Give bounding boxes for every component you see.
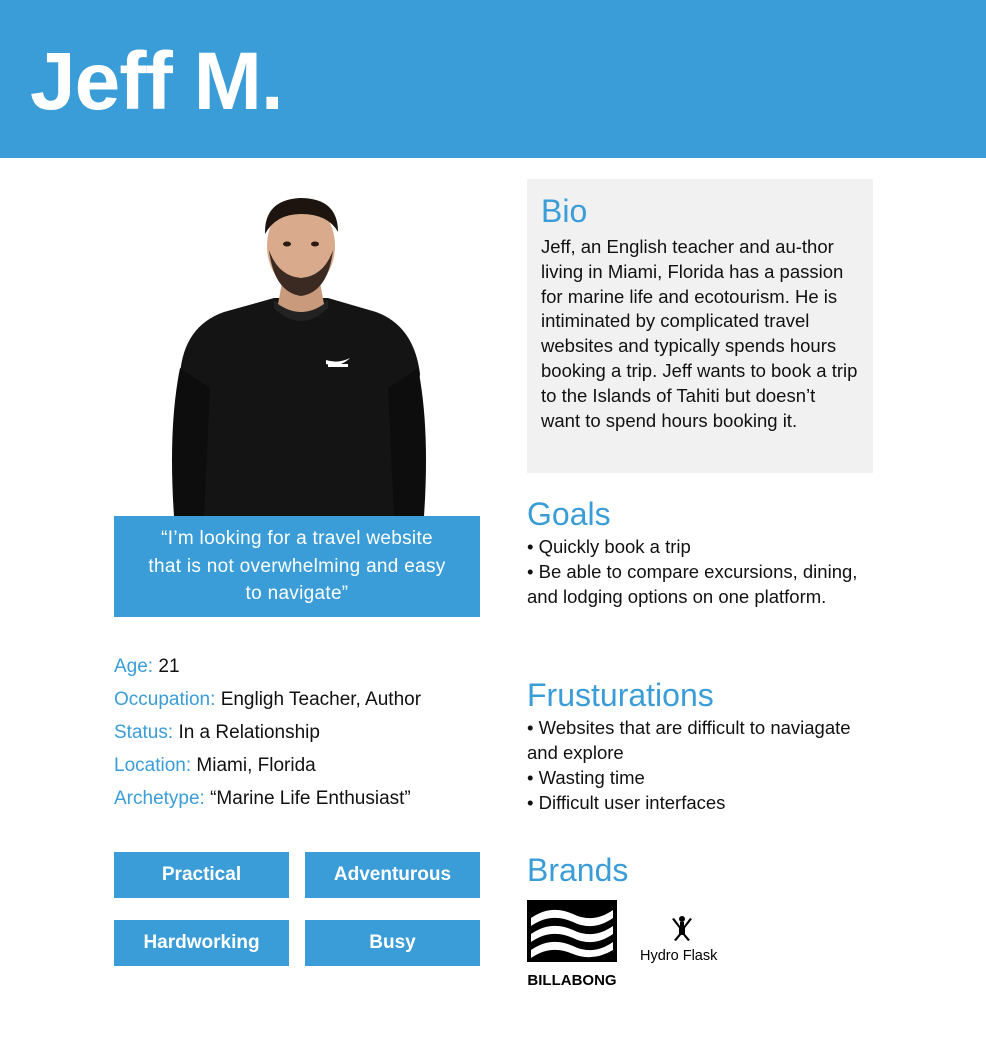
frustrations-section [527,675,867,815]
fact-value: 21 [158,656,180,677]
fact-value: In a Relationship [178,722,320,743]
persona-facts [114,650,494,815]
persona-photo [114,188,480,516]
goals-section [527,494,867,609]
fact-age [114,650,494,683]
brands-section [527,850,867,890]
frustration-item: • Difficult user interfaces [527,792,726,813]
trait-tag-practical: Practical [114,852,289,898]
quote-text: “I’m looking for a travel website that is not overwhelming and easy to navigate” [148,528,446,605]
fact-status [114,716,494,749]
persona-quote [114,516,480,617]
hydro-flask-logo-icon [636,914,732,970]
fact-label: Occupation: [114,689,216,710]
frustration-item: • Websites that are difficult to naviagate and explore [527,717,851,763]
hydro-flask-label: Hydro Flask [640,948,718,964]
fact-location [114,749,494,782]
fact-value: Miami, Florida [196,755,316,776]
brands-title: Brands [527,852,629,888]
frustrations-title: Frusturations [527,677,714,713]
billabong-wave-logo-icon [527,900,619,990]
fact-label: Age: [114,656,154,677]
billabong-label: BILLABONG [527,972,617,989]
fact-value: “Marine Life Enthusiast” [210,788,411,809]
frustration-item: • Wasting time [527,767,645,788]
persona-name: Jeff M. [30,36,283,127]
fact-value: Engligh Teacher, Author [220,689,422,710]
fact-label: Archetype: [114,788,205,809]
bio-title: Bio [541,193,588,229]
trait-tag-busy: Busy [305,920,480,966]
header-banner [0,0,986,158]
trait-tag-hardworking: Hardworking [114,920,289,966]
trait-tag-adventurous: Adventurous [305,852,480,898]
fact-label: Location: [114,755,192,776]
goal-item: • Quickly book a trip [527,536,691,557]
goal-item: • Be able to compare excursions, dining, and lodging options on one platform. [527,561,858,607]
bio-panel [527,179,873,473]
fact-label: Status: [114,722,174,743]
goals-title: Goals [527,496,611,532]
bio-text: Jeff, an English teacher and au-thor living in Miami, Florida has a passion for marine life and ecotourism. He is intiminated by complicated travel websites and typically spends hours booking a trip. Jeff wants to book a trip to the Islands of Tahiti but doesn’t want to spend hours booking it. [541,236,858,431]
fact-occupation [114,683,494,716]
fact-archetype [114,782,494,815]
